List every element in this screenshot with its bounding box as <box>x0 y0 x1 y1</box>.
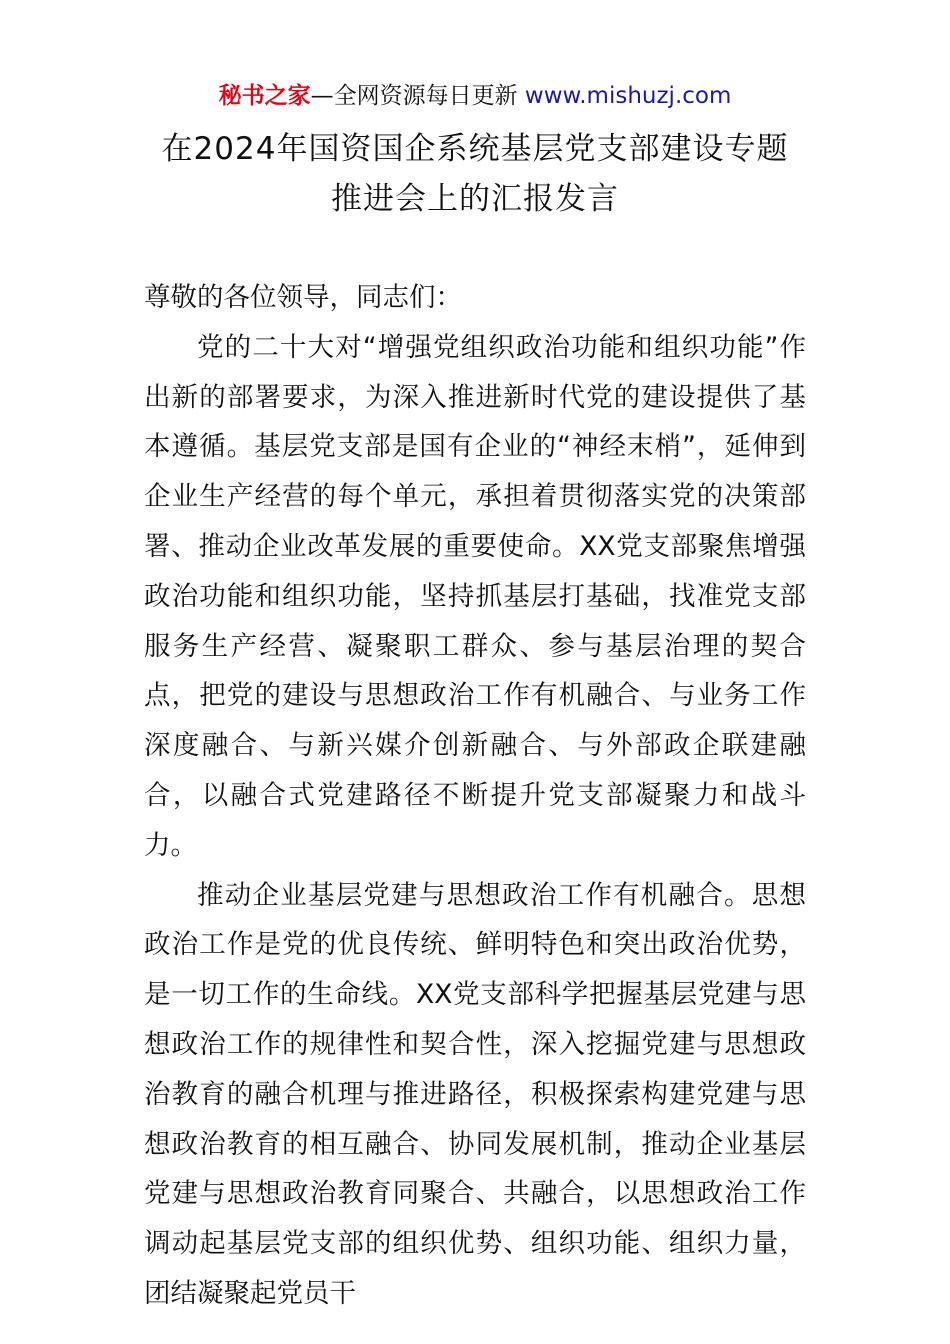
site-tagline: —全网资源每日更新 <box>310 83 518 109</box>
salutation: 尊敬的各位领导，同志们： <box>144 282 462 313</box>
site-url-link[interactable]: www.mishuzj.com <box>524 83 732 109</box>
document-title <box>0 124 950 224</box>
body-paragraph-2: 推动企业基层党建与思想政治工作有机融合。思想政治工作是党的优良传统、鲜明特色和突出政治优势，是一切工作的生命线。XX党支部科学把握基层党建与思想政治工作的规律性和契合性，深入挖掘党建与思想政治教育的融合机理与推进路径，积极探索构建党建与思想政治教育的相互融合、协同发展机制，推动企业基层党建与思想政治教育同聚合、共融合，以思想政治工作调动起基层党支部的组织优势、组织功能、组织力量，团结凝聚起党员干 <box>144 879 806 1309</box>
body-paragraph-1: 党的二十大对“增强党组织政治功能和组织功能”作出新的部署要求，为深入推进新时代党的建设提供了基本遵循。基层党支部是国有企业的“神经末梢”，延伸到企业生产经营的每个单元，承担着贯彻落实党的决策部署、推动企业改革发展的重要使命。XX党支部聚焦增强政治功能和组织功能，坚持抓基层打基础，找准党支部服务生产经营、凝聚职工群众、参与基层治理的契合点，把党的建设与思想政治工作有机融合、与业务工作深度融合、与新兴媒介创新融合、与外部政企联建融合，以融合式党建路径不断提升党支部凝聚力和战斗力。 <box>144 331 806 861</box>
site-header <box>0 80 950 112</box>
title-line-2: 推进会上的汇报发言 <box>331 181 619 217</box>
brand-name: 秘书之家 <box>218 83 311 109</box>
document-body <box>144 273 806 1319</box>
title-line-1: 在2024年国资国企系统基层党支部建设专题 <box>161 131 789 167</box>
